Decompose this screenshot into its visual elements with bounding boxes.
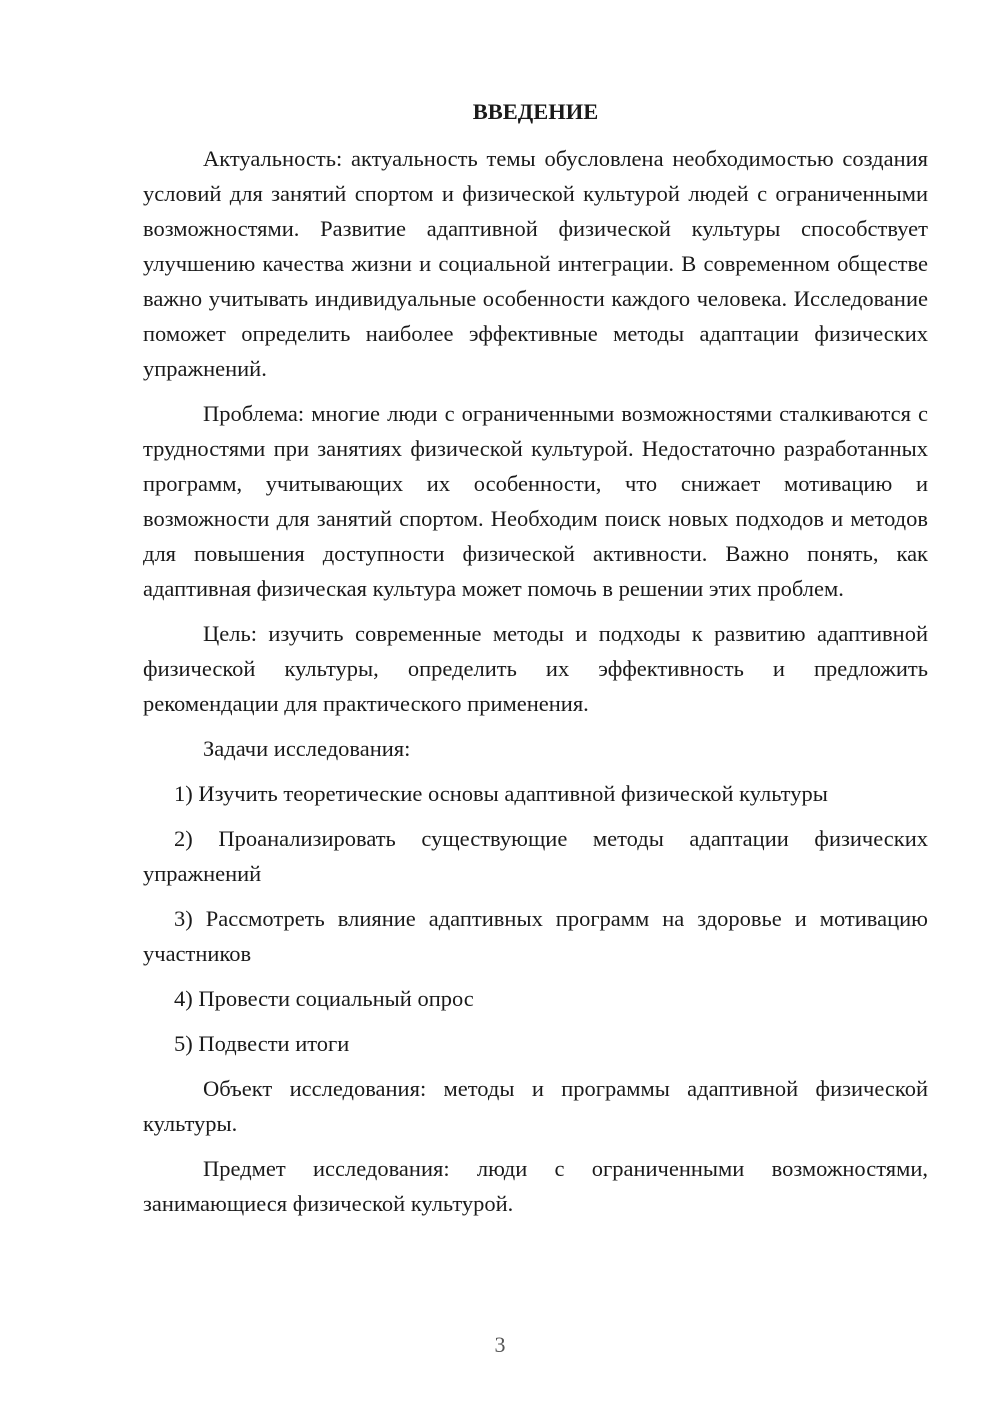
task-item-2: 2) Проанализировать существующие методы адаптации физических упражнений (143, 826, 928, 886)
paragraph-goal: Цель: изучить современные методы и подходы к развитию адаптивной физической культуры, определить их эффективность и предложить рекомендации для практического применения. (143, 621, 928, 716)
task-item-1: 1) Изучить теоретические основы адаптивной физической культуры (174, 781, 828, 806)
page-number: 3 (494, 1332, 506, 1357)
page-content (143, 94, 928, 1231)
tasks-heading: Задачи исследования: (203, 736, 411, 761)
task-item-5: 5) Подвести итоги (174, 1031, 350, 1056)
task-item-4: 4) Провести социальный опрос (174, 986, 474, 1011)
paragraph-subject: Предмет исследования: люди с ограниченными возможностями, занимающиеся физической культурой. (143, 1156, 928, 1216)
paragraph-problem: Проблема: многие люди с ограниченными возможностями сталкиваются с трудностями при занятиях физической культурой. Недостаточно разработанных программ, учитывающих их особенности, что снижает мотивацию и возможности для занятий спортом. Необходим поиск новых подходов и методов для повышения доступности физической активности. Важно понять, как адаптивная физическая культура может помочь в решении этих проблем. (143, 401, 928, 601)
task-item-3: 3) Рассмотреть влияние адаптивных программ на здоровье и мотивацию участников (143, 906, 928, 966)
paragraph-relevance: Актуальность: актуальность темы обусловлена необходимостью создания условий для занятий спортом и физической культурой людей с ограниченными возможностями. Развитие адаптивной физической культуры способствует улучшению качества жизни и социальной интеграции. В современном обществе важно учитывать индивидуальные особенности каждого человека. Исследование поможет определить наиболее эффективные методы адаптации физических упражнений. (143, 146, 928, 381)
paragraph-object: Объект исследования: методы и программы адаптивной физической культуры. (143, 1076, 928, 1136)
section-title: ВВЕДЕНИЕ (472, 99, 599, 124)
